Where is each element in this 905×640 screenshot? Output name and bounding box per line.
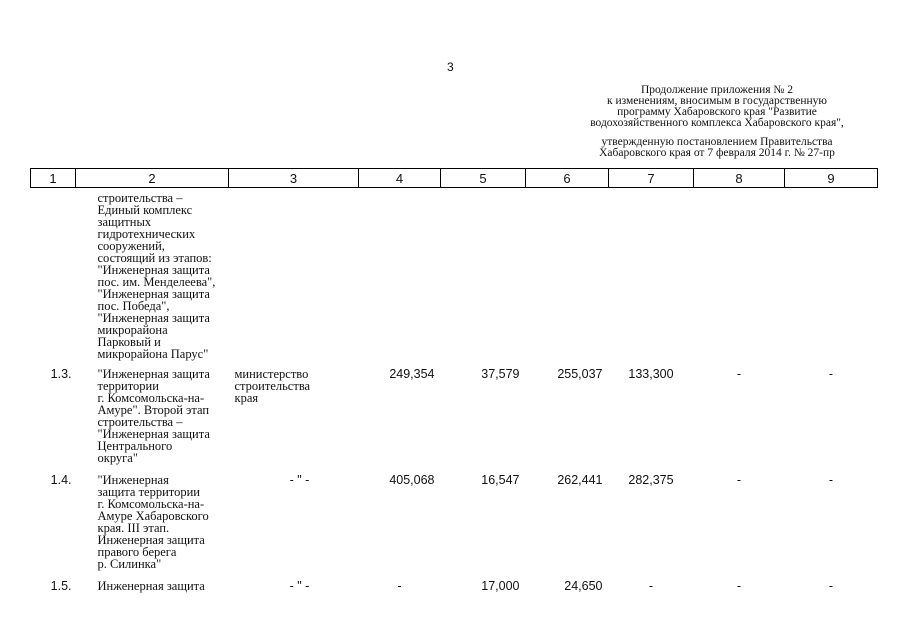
row-col4: - — [397, 579, 402, 593]
column-header: 2 — [76, 169, 229, 188]
row-col9: - — [828, 367, 834, 381]
table-row — [31, 470, 878, 570]
column-header: 5 — [441, 169, 526, 188]
row-col9: - — [828, 473, 834, 487]
row-number: 1.4. — [50, 473, 72, 487]
row-col8: - — [736, 579, 742, 593]
column-header: 6 — [526, 169, 609, 188]
appendix-line-3: программу Хабаровского края "Развитие — [617, 106, 817, 118]
column-header: 1 — [31, 169, 76, 188]
row-col8: - — [736, 473, 742, 487]
row-name: "Инженерная защита территории г. Комсомольска-на- Амуре". Второй этап строительства – "Инженерная защита Центрального округа" — [97, 367, 210, 465]
row-col7: 133,300 — [628, 367, 674, 381]
row-col7: 282,375 — [628, 473, 674, 487]
row-number: 1.3. — [50, 367, 72, 381]
row-col6: 255,037 — [557, 367, 603, 381]
row-col4: 405,068 — [389, 473, 435, 487]
row-name: Инженерная защита — [97, 579, 205, 593]
appendix-line-1: Продолжение приложения № 2 — [640, 84, 794, 96]
row-number: 1.5. — [50, 579, 72, 593]
row-col6: 24,650 — [564, 579, 603, 593]
row-col8: - — [736, 367, 742, 381]
appendix-line-6: Хабаровского края от 7 февраля 2014 г. № 27-пр — [599, 147, 835, 159]
column-header: 4 — [359, 169, 441, 188]
column-header: 7 — [609, 169, 694, 188]
row-col5: 16,547 — [481, 473, 520, 487]
appendix-line-5: утвержденную постановлением Правительства — [601, 136, 833, 148]
row-col4: 249,354 — [389, 367, 435, 381]
program-table — [30, 168, 878, 592]
page-number: 3 — [447, 60, 454, 74]
row-executor: - " - — [289, 579, 310, 593]
row-col6: 262,441 — [557, 473, 603, 487]
row-col9: - — [828, 579, 834, 593]
row-col5: 17,000 — [481, 579, 520, 593]
column-header: 8 — [694, 169, 785, 188]
continuation-text: строительства – Единый комплекс защитных гидротехнических сооружений, состоящий из этапов: "Инженерная защита пос. им. Менделеева", "Инженерная защита пос. Победа", "Инженерная защита микрорайона Парковый и микрорайона Парус" — [97, 191, 216, 361]
row-executor: министерство строительства края — [234, 367, 311, 405]
column-header: 3 — [229, 169, 359, 188]
table-header — [31, 169, 878, 188]
row-col7: - — [648, 579, 654, 593]
appendix-line-4: водохозяйственного комплекса Хабаровского края", — [590, 117, 844, 129]
table-row-continuation — [31, 188, 878, 365]
table-row — [31, 576, 878, 592]
column-header: 9 — [785, 169, 878, 188]
header-row — [31, 169, 878, 188]
row-executor: - " - — [289, 473, 310, 487]
appendix-line-2: к изменениям, вносимым в государственную — [607, 95, 827, 107]
row-col5: 37,579 — [481, 367, 520, 381]
appendix-header — [567, 85, 867, 159]
row-name: "Инженерная защита территории г. Комсомольска-на- Амуре Хабаровского края. III этап. Инженерная защита правого берега р. Силинка" — [97, 473, 209, 571]
table-row — [31, 364, 878, 464]
